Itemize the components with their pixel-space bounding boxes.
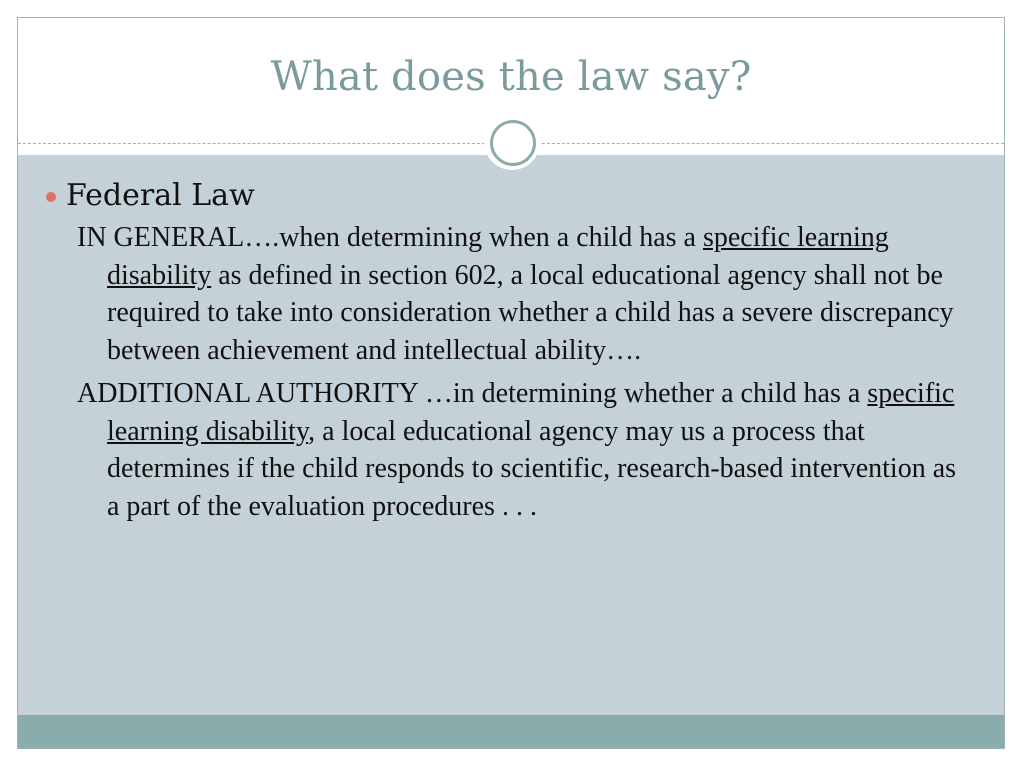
paragraph-in-general: [77, 219, 966, 369]
bullet-item: [46, 178, 966, 213]
paragraph-additional-authority: [77, 375, 966, 525]
circle-ornament-icon: [484, 114, 540, 170]
paragraph-text: as defined in section 602, a local educational agency shall not be required to take into consideration whether a child has a severe discrepancy between achievement and intellectual ability….: [107, 259, 954, 366]
bullet-text: Federal Law: [66, 178, 255, 213]
slide-content: [46, 178, 966, 525]
underlined-term: specific learning disability: [107, 222, 889, 291]
paragraph-text: , a local educational agency may us a process that determines if the child responds to scientific, research-based intervention as a part of the evaluation procedures . . .: [107, 415, 957, 522]
circle-ornament-inner: [490, 120, 536, 166]
bullet-dot-icon: [46, 192, 56, 202]
slide-title: What does the law say?: [270, 54, 752, 100]
paragraph-text: ADDITIONAL AUTHORITY …in determining whether a child has a: [77, 378, 868, 409]
paragraph-text: IN GENERAL….when determining when a child has a: [77, 222, 703, 253]
slide: [17, 17, 1005, 749]
underlined-term: specific learning disability: [107, 378, 955, 447]
footer-band: [18, 715, 1004, 748]
